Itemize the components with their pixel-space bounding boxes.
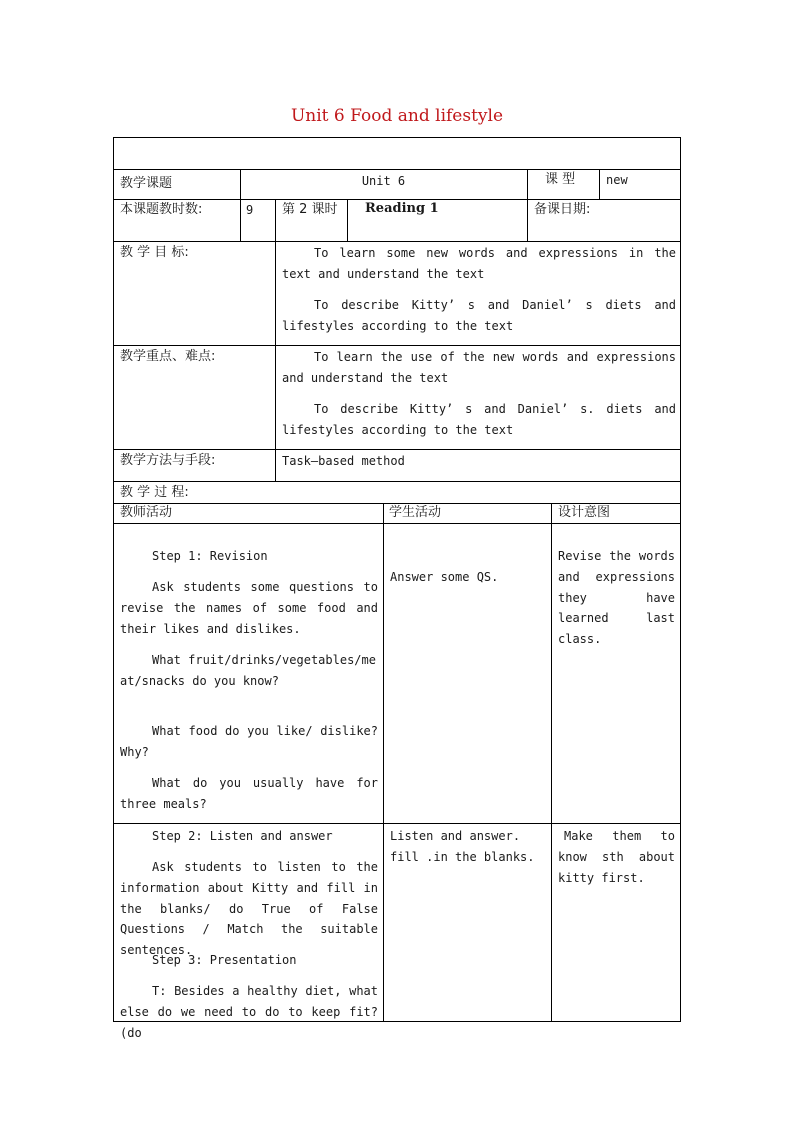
teacher-activity-step: Ask students some questions to revise the names of some food and their likes and dislikes.	[120, 580, 378, 636]
date-label: 备课日期:	[534, 202, 591, 217]
teacher-activity-step: T: Besides a healthy diet, what else do we need to do to keep fit? (do	[120, 984, 378, 1040]
table-rule	[113, 823, 681, 824]
periods-value: 9	[246, 203, 254, 217]
table-rule	[347, 199, 348, 241]
table-rule	[527, 169, 528, 199]
process-label: 教 学 过 程:	[120, 485, 189, 500]
key-points-label: 教学重点、难点:	[120, 349, 216, 364]
table-rule	[527, 199, 528, 241]
teacher-activity-step: Step 2: Listen and answer	[152, 829, 333, 843]
table-rule	[113, 137, 114, 1022]
student-activity: Listen and answer. fill .in the blanks.	[390, 829, 535, 864]
table-rule	[275, 241, 276, 481]
teacher-activity-step: Step 1: Revision	[152, 549, 268, 563]
topic-value: Unit 6	[361, 174, 406, 188]
objective-item: To learn some new words and expressions in the text and understand the text	[282, 246, 676, 281]
table-rule	[113, 523, 681, 524]
teacher-activity-step: Step 3: Presentation	[152, 953, 297, 967]
table-rule	[240, 199, 241, 241]
lesson-label: 第 2 课时	[282, 202, 338, 217]
teacher-activity-step: What do you usually have for three meals?	[120, 776, 378, 811]
header-student: 学生活动	[389, 505, 442, 520]
type-label: 课 型	[545, 172, 576, 187]
header-purpose: 设计意图	[558, 505, 611, 520]
periods-label: 本课题教时数:	[120, 202, 203, 217]
topic-label: 教学课题	[120, 176, 173, 191]
table-rule	[113, 481, 681, 482]
design-purpose: Make them to know sth about kitty first.	[558, 829, 675, 885]
lesson-plan-table	[113, 137, 681, 1040]
method-value: Task—based method	[282, 454, 405, 468]
key-point-item: To learn the use of the new words and expressions and understand the text	[282, 350, 676, 385]
objective-item: To describe Kitty’ s and Daniel’ s diets and lifestyles according to the text	[282, 298, 676, 333]
header-teacher: 教师活动	[120, 505, 173, 520]
table-rule	[383, 503, 384, 1022]
table-rule	[599, 169, 600, 199]
method-label: 教学方法与手段:	[120, 453, 216, 468]
table-rule	[113, 137, 681, 138]
teacher-activity-step: Ask students to listen to the information about Kitty and fill in the blanks/ do True of False Questions / Match the suitable sentences.	[120, 860, 378, 958]
type-value: new	[606, 173, 628, 187]
document-title: Unit 6 Food and lifestyle	[290, 106, 504, 126]
student-activity: Answer some QS.	[390, 570, 499, 584]
design-purpose: Revise the words and expressions they have learned last class.	[558, 549, 675, 647]
teacher-activity-step: What fruit/drinks/vegetables/meat/snacks do you know?	[120, 653, 376, 688]
table-rule	[113, 241, 681, 242]
table-rule	[551, 503, 552, 1022]
table-rule	[680, 137, 681, 1022]
teacher-activity-step: What food do you like/ dislike? Why?	[120, 724, 378, 759]
objectives-label: 教 学 目 标:	[120, 245, 189, 260]
lesson-value: Reading 1	[365, 201, 439, 216]
table-rule	[275, 199, 276, 241]
key-point-item: To describe Kitty’ s and Daniel’ s. diets and lifestyles according to the text	[282, 402, 676, 437]
